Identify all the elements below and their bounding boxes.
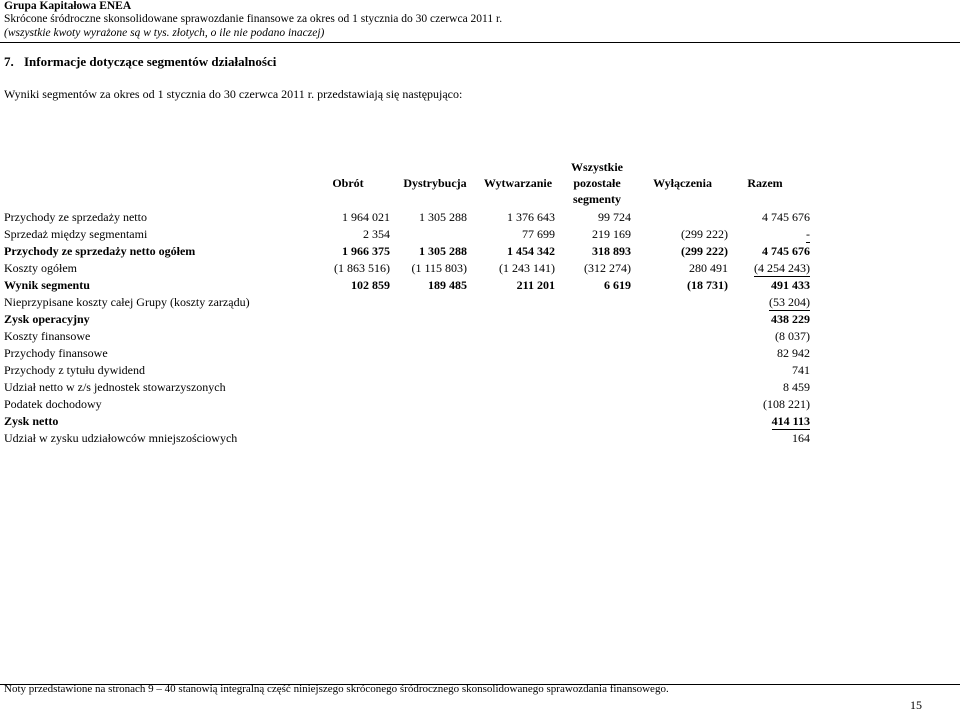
- row-value: (299 222): [681, 244, 728, 258]
- table-row: [4, 414, 816, 431]
- row-label: Przychody ze sprzedaży netto: [4, 210, 147, 224]
- row-value: 741: [792, 363, 810, 377]
- section-intro: Wyniki segmentów za okres od 1 stycznia do 30 czerwca 2011 r. przedstawiają się następująco:: [4, 87, 463, 101]
- footer-note: Noty przedstawione na stronach 9 – 40 stanowią integralną część niniejszego skróconego śródrocznego skonsolidowanego sprawozdania finansowego.: [4, 683, 669, 695]
- row-label: Wynik segmentu: [4, 278, 90, 292]
- report-subtitle: Skrócone śródroczne skonsolidowane sprawozdanie finansowe za okres od 1 stycznia do 30 czerwca 2011 r.: [4, 13, 503, 25]
- row-value: 1 305 288: [419, 244, 467, 258]
- row-value: 102 859: [351, 278, 390, 292]
- table-row: [4, 210, 816, 227]
- row-label: Przychody finansowe: [4, 346, 108, 360]
- table-row: [4, 397, 816, 414]
- row-label: Podatek dochodowy: [4, 397, 102, 411]
- table-row: [4, 278, 816, 295]
- table-row: [4, 227, 816, 244]
- table-row: [4, 363, 816, 380]
- header-divider: [0, 42, 960, 43]
- row-value: 8 459: [783, 380, 810, 394]
- section-number: 7.: [4, 54, 14, 69]
- row-value: 280 491: [689, 261, 728, 275]
- row-value: (108 221): [763, 397, 810, 411]
- row-label: Sprzedaż między segmentami: [4, 227, 148, 241]
- table-row: [4, 380, 816, 397]
- row-value: 2 354: [363, 227, 390, 241]
- row-value: 4 745 676: [762, 244, 810, 258]
- row-value: (4 254 243): [754, 261, 810, 275]
- table-row: [4, 295, 816, 312]
- row-value: 318 893: [592, 244, 631, 258]
- table-row: [4, 244, 816, 261]
- row-label: Przychody ze sprzedaży netto ogółem: [4, 244, 196, 258]
- column-header-wylaczenia: Wyłączenia: [653, 176, 712, 190]
- row-value: 414 113: [771, 414, 810, 428]
- row-value: 77 699: [522, 227, 555, 241]
- row-label: Udział w zysku udziałowców mniejszościowych: [4, 431, 238, 445]
- row-label: Zysk operacyjny: [4, 312, 90, 326]
- row-value: (312 274): [584, 261, 631, 275]
- column-header-obrot: Obrót: [332, 176, 364, 190]
- column-header-dystrybucja: Dystrybucja: [403, 176, 467, 190]
- row-value: (53 204): [769, 295, 810, 309]
- column-header-pozostale: Wszystkie pozostałe segmenty: [571, 160, 623, 206]
- row-value: 1 966 375: [342, 244, 390, 258]
- row-value: 189 485: [428, 278, 467, 292]
- column-header-wytwarzanie: Wytwarzanie: [483, 176, 553, 190]
- row-value: 491 433: [771, 278, 810, 292]
- row-label: Nieprzypisane koszty całej Grupy (koszty zarządu): [4, 295, 250, 309]
- row-label: Przychody z tytułu dywidend: [4, 363, 145, 377]
- row-value: 4 745 676: [762, 210, 810, 224]
- row-value: (8 037): [775, 329, 810, 343]
- table-row: [4, 312, 816, 329]
- row-label: Udział netto w z/s jednostek stowarzyszonych: [4, 380, 226, 394]
- table-row: [4, 346, 816, 363]
- row-value: 438 229: [771, 312, 810, 326]
- currency-note: (wszystkie kwoty wyrażone są w tys. złotych, o ile nie podano inaczej): [4, 27, 325, 39]
- row-value: -: [806, 227, 810, 241]
- section-heading: [4, 54, 276, 70]
- row-label: Koszty finansowe: [4, 329, 91, 343]
- column-header-razem: Razem: [747, 176, 783, 190]
- row-value: 164: [792, 431, 810, 445]
- row-value: 99 724: [598, 210, 631, 224]
- row-value: 6 619: [604, 278, 631, 292]
- row-value: 1 964 021: [342, 210, 390, 224]
- row-value: (18 731): [687, 278, 728, 292]
- row-value: (1 863 516): [334, 261, 390, 275]
- row-label: Zysk netto: [4, 414, 59, 428]
- section-title: Informacje dotyczące segmentów działalności: [24, 54, 277, 69]
- table-row: [4, 329, 816, 346]
- row-value: (1 115 803): [411, 261, 467, 275]
- row-value: 1 454 342: [507, 244, 555, 258]
- page-number: 15: [910, 698, 922, 712]
- row-value: 82 942: [777, 346, 810, 360]
- table-row: [4, 261, 816, 278]
- row-value: 1 376 643: [507, 210, 555, 224]
- row-label: Koszty ogółem: [4, 261, 77, 275]
- table-row: [4, 431, 816, 448]
- row-value: (1 243 141): [499, 261, 555, 275]
- row-value: (299 222): [681, 227, 728, 241]
- row-value: 219 169: [592, 227, 631, 241]
- company-name: Grupa Kapitałowa ENEA: [4, 0, 132, 12]
- row-value: 1 305 288: [419, 210, 467, 224]
- row-value: 211 201: [516, 278, 555, 292]
